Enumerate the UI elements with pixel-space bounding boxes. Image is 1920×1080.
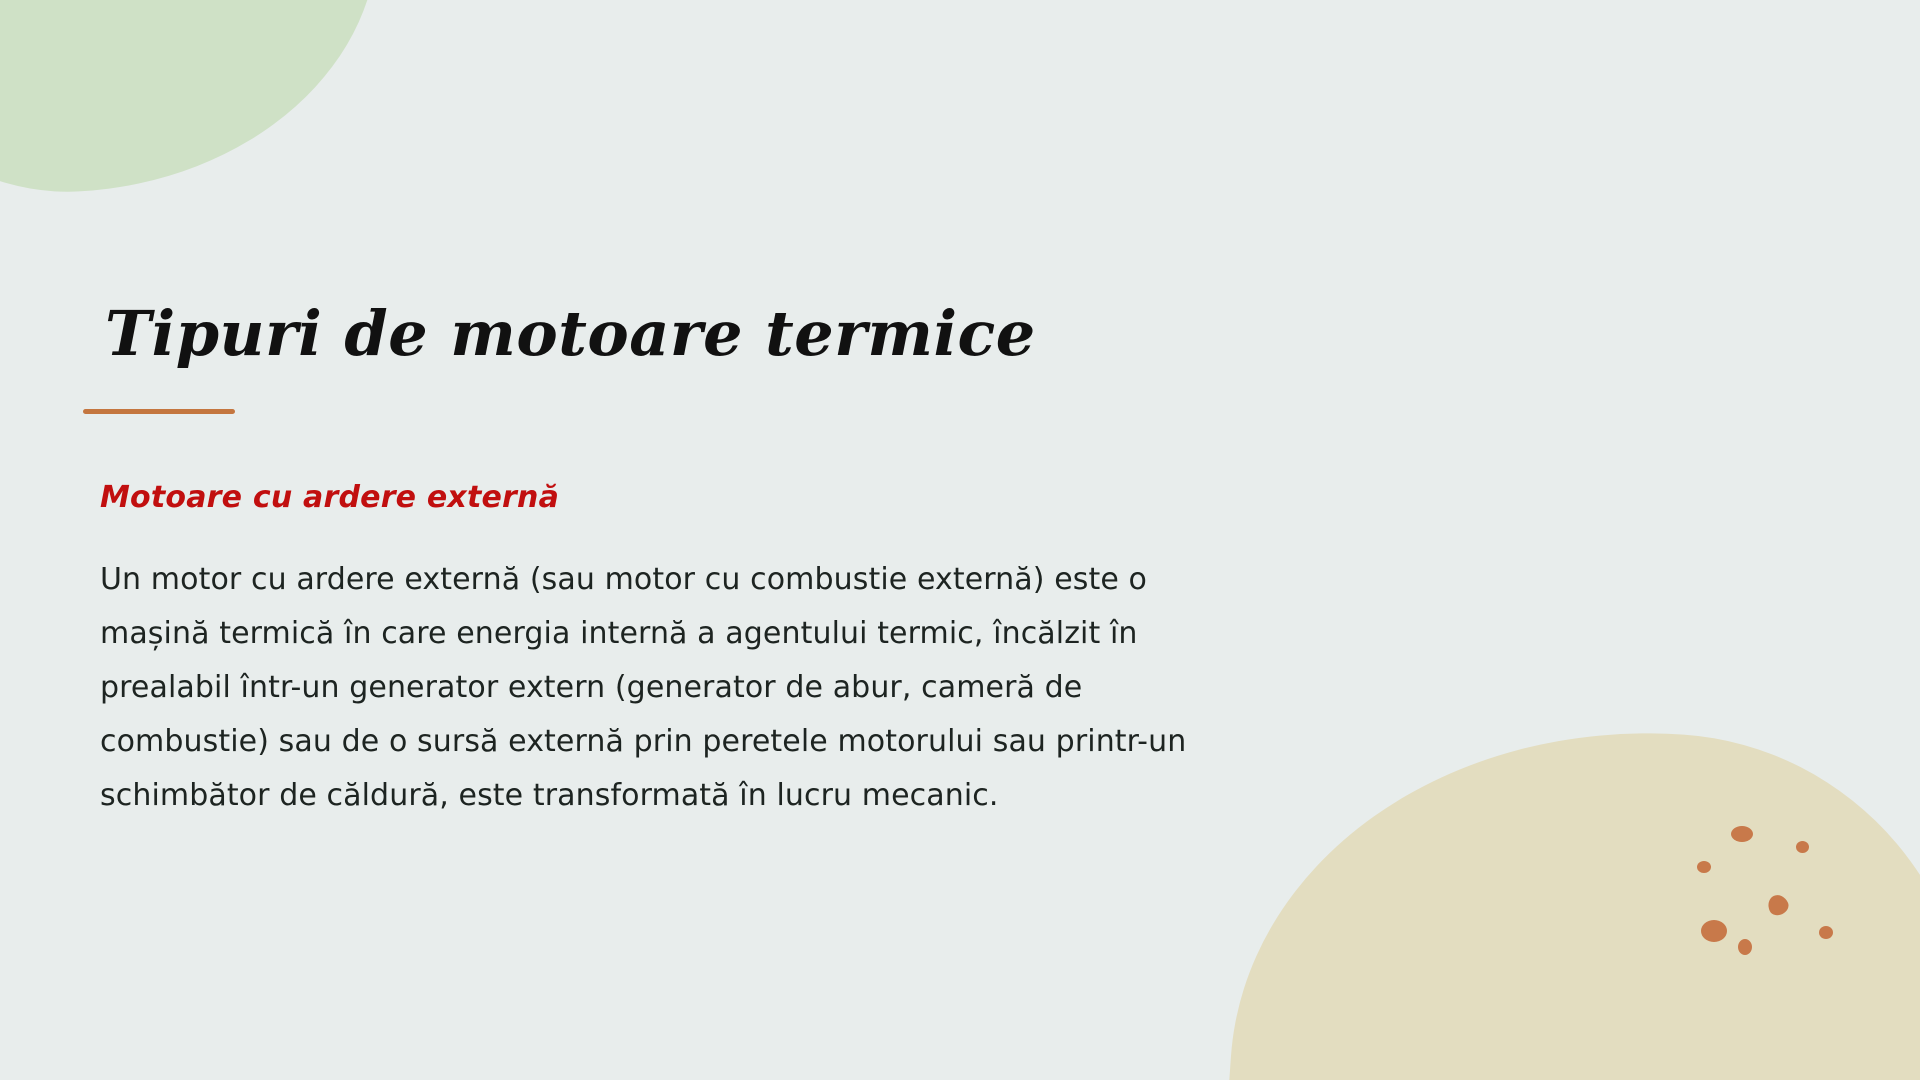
- decorative-green-blob: [0, 0, 391, 204]
- decorative-dot: [1731, 826, 1753, 842]
- page-title: Tipuri de motoare termice: [105, 296, 1036, 370]
- body-paragraph: Un motor cu ardere externă (sau motor cu combustie externă) este o mașină termică în care energia internă a agentului termic, încălzit în prealabil într-un generator extern (generator de abur, cameră de combustie) sau de o sursă externă prin peretele motorului sau printr-un schimbător de căldură, este transformată în lucru mecanic.: [100, 562, 1187, 813]
- decorative-dot: [1701, 920, 1727, 942]
- decorative-dot: [1819, 926, 1833, 939]
- decorative-dot: [1738, 939, 1752, 955]
- decorative-dot: [1796, 841, 1809, 853]
- decorative-dot: [1697, 861, 1711, 873]
- title-accent-rule: [83, 409, 235, 414]
- decorative-sand-blob: [1226, 705, 1920, 1080]
- section-subtitle: Motoare cu ardere externă: [100, 479, 560, 515]
